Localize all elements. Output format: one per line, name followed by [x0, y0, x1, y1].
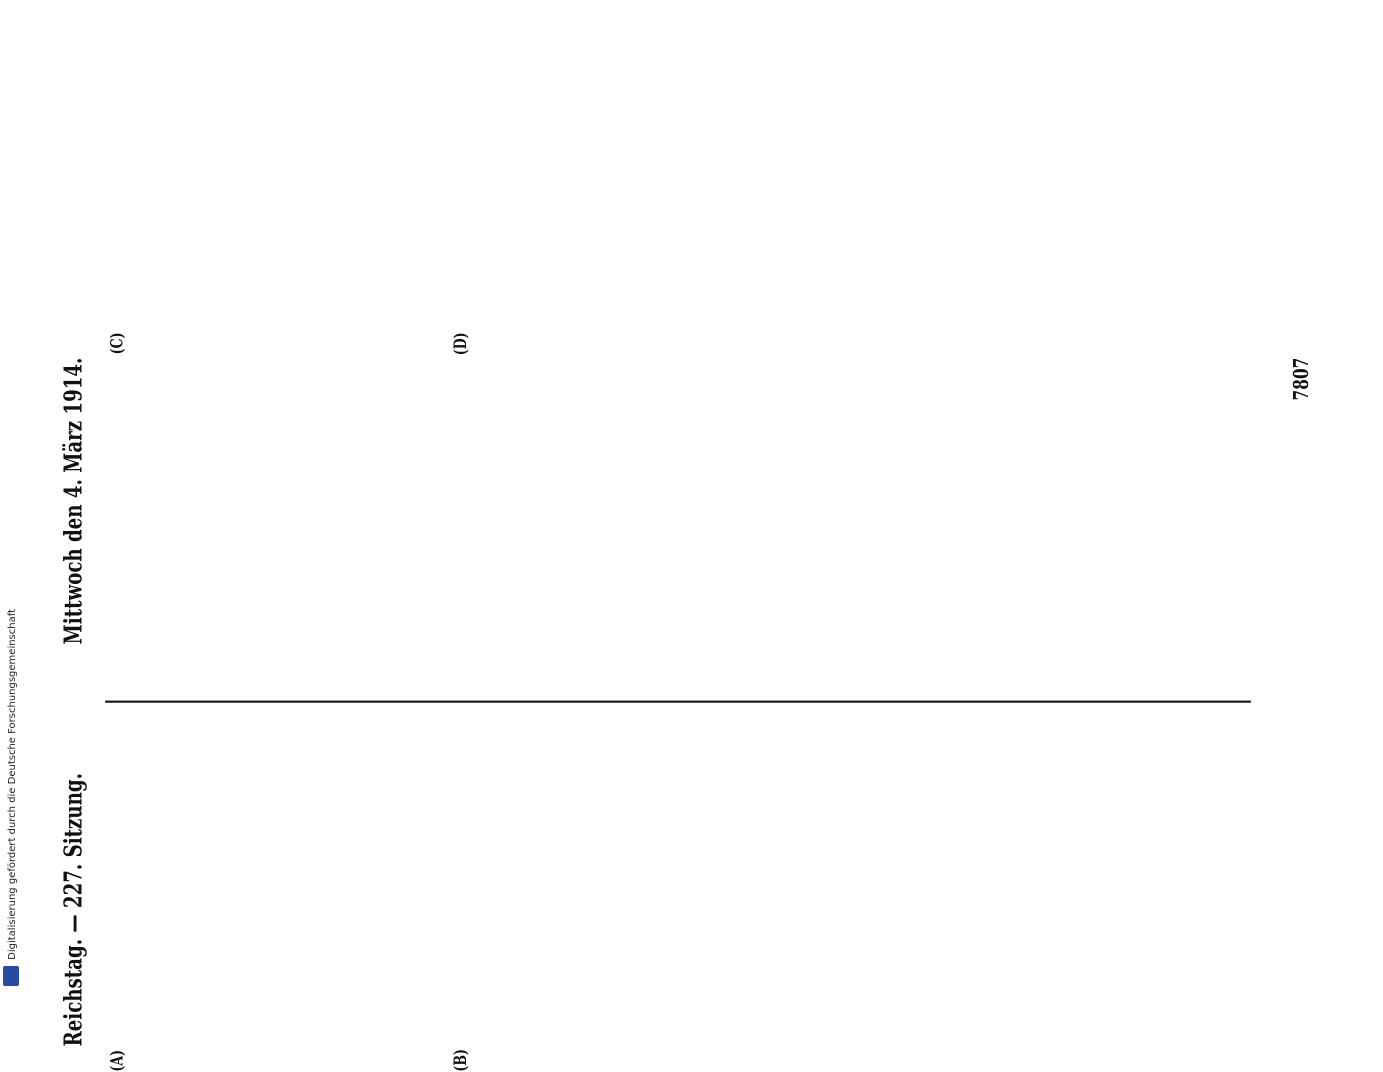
marker-c: (C) [107, 332, 128, 355]
page-header-left: Reichstag. — 227. Sitzung. [59, 773, 89, 1047]
marker-a: (A) [107, 1049, 128, 1072]
text-column-right [109, 352, 1247, 693]
page-number: 7807 [1288, 357, 1314, 401]
dfg-logo [3, 966, 19, 986]
page-header-right: Mittwoch den 4. März 1914. [59, 357, 89, 645]
marker-b: (B) [451, 1049, 471, 1072]
dfg-note: Digitalisierung gefördert durch die Deutsche Forschungsgemeinschaft [6, 609, 18, 960]
newspaper-page [52, 332, 1314, 1072]
text-column-left [109, 711, 1247, 1052]
dfg-sidebar [0, 0, 24, 1000]
column-divider [105, 701, 1251, 703]
marker-d: (D) [451, 332, 471, 356]
